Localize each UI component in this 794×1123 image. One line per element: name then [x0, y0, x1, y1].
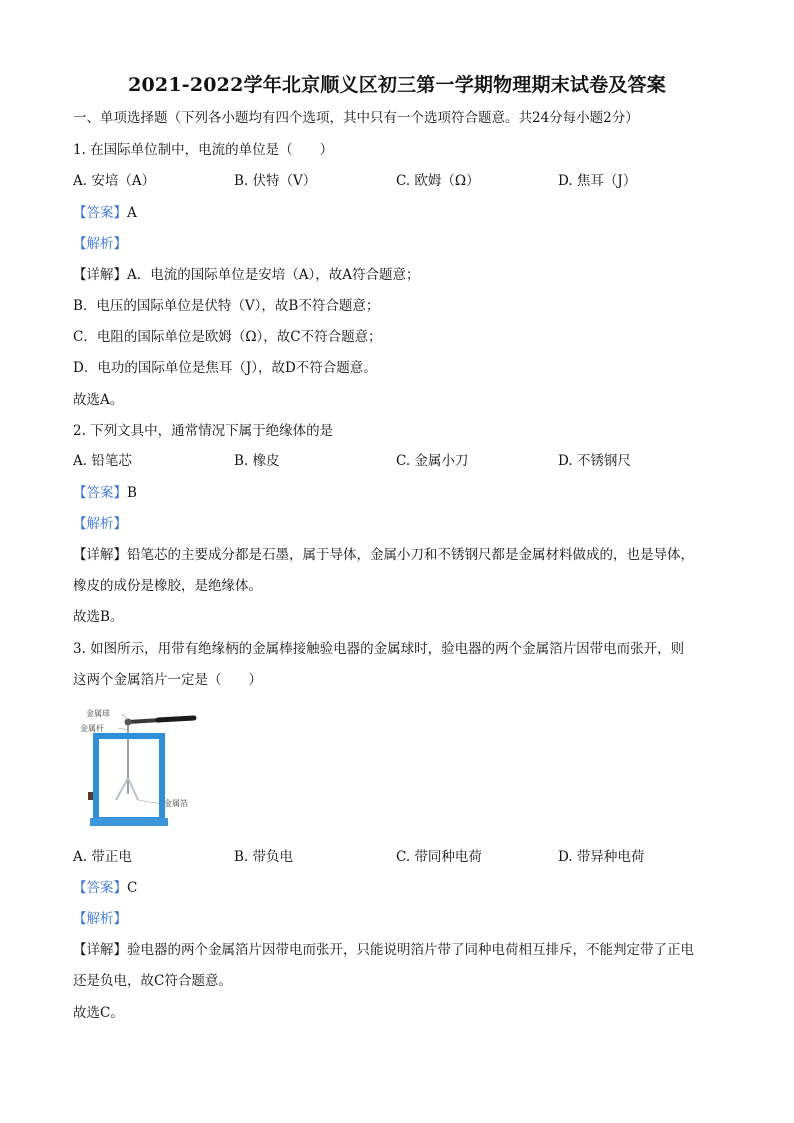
q2-detail-1: [73, 545, 694, 565]
terminal: [88, 792, 93, 800]
q3-detail-1: [73, 940, 694, 960]
q3-stem-line-2: 这两个金属箔片一定是（ ）: [73, 672, 262, 688]
q2-option-d: D. 不锈钢尺: [558, 453, 631, 469]
metal-foil-left: [116, 778, 128, 800]
q1-detail-4: D．电功的国际单位是焦耳（J），故D不符合题意。: [73, 360, 377, 376]
q3-option-d: D. 带异种电荷: [558, 849, 645, 865]
q2-option-b: B. 橡皮: [234, 453, 280, 469]
detail-tag: 【详解】: [73, 267, 127, 283]
answer-value: A: [127, 205, 137, 221]
q2-stem: 2. 下列文具中，通常情况下属于绝缘体的是: [73, 423, 334, 439]
label-metal-foil: 金属箔: [164, 799, 188, 808]
answer-value: B: [127, 485, 137, 501]
q1-option-b: B. 伏特（V）: [234, 173, 317, 189]
answer-tag: 【答案】: [73, 485, 127, 501]
q2-analysis-tag: 【解析】: [73, 516, 127, 532]
detail-tag: 【详解】: [73, 942, 127, 958]
detail-tag: 【详解】: [73, 547, 127, 563]
answer-tag: 【答案】: [73, 205, 127, 221]
q1-option-c: C. 欧姆（Ω）: [396, 173, 480, 189]
q2-conclusion: 故选B。: [73, 609, 124, 625]
detail-text: A．电流的国际单位是安培（A），故A符合题意；: [127, 267, 420, 283]
section-heading: 一、单项选择题（下列各小题均有四个选项，其中只有一个选项符合题意。共24分每小题2分）: [73, 110, 639, 126]
q1-stem: 1. 在国际单位制中，电流的单位是（ ）: [73, 142, 334, 158]
label-leader-ball: [122, 714, 128, 720]
q1-answer: [73, 203, 137, 223]
q2-detail-2: 橡皮的成份是橡胶，是绝缘体。: [73, 578, 262, 594]
answer-value: C: [127, 880, 138, 896]
q1-conclusion: 故选A。: [73, 392, 124, 408]
q1-analysis-tag: 【解析】: [73, 236, 127, 252]
q3-option-b: B. 带负电: [234, 849, 294, 865]
metal-ball: [125, 719, 132, 726]
label-metal-rod: 金属杆: [80, 724, 104, 733]
q1-detail-3: C．电阻的国际单位是欧姆（Ω），故C不符合题意；: [73, 329, 382, 345]
q1-option-d: D. 焦耳（J）: [558, 173, 637, 189]
q3-detail-2: 还是负电，故C符合题意。: [73, 973, 232, 989]
q1-option-a: A. 安培（A）: [73, 173, 156, 189]
q1-detail-1: [73, 265, 420, 285]
detail-text: 铅笔芯的主要成分都是石墨，属于导体，金属小刀和不锈钢尺都是金属材料做成的，也是导体，: [127, 547, 694, 563]
answer-tag: 【答案】: [73, 880, 127, 896]
detail-text: 验电器的两个金属箔片因带电而张开，只能说明箔片带了同种电荷相互排斥，不能判定带了正电: [127, 942, 694, 958]
rod-handle: [158, 718, 194, 720]
label-metal-ball: 金属球: [86, 709, 110, 718]
q2-option-a: A. 铅笔芯: [73, 453, 132, 469]
q2-answer: [73, 483, 137, 503]
q3-stem-line-1: 3. 如图所示，用带有绝缘柄的金属棒接触验电器的金属球时，验电器的两个金属箔片因带电而张开，则: [73, 641, 685, 657]
electroscope-figure: [76, 700, 198, 830]
label-leader-rod: [118, 728, 128, 730]
q3-option-c: C. 带同种电荷: [396, 849, 482, 865]
q2-option-c: C. 金属小刀: [396, 453, 469, 469]
metal-foil-right: [128, 778, 138, 800]
q3-option-a: A. 带正电: [73, 849, 132, 865]
page-title: 2021-2022学年北京顺义区初三第一学期物理期末试卷及答案: [128, 74, 666, 96]
q1-detail-2: B．电压的国际单位是伏特（V），故B不符合题意；: [73, 298, 380, 314]
base: [90, 818, 168, 826]
label-leader-foil: [138, 800, 162, 804]
q3-conclusion: 故选C。: [73, 1005, 124, 1021]
q3-analysis-tag: 【解析】: [73, 911, 127, 927]
q3-answer: [73, 878, 137, 898]
